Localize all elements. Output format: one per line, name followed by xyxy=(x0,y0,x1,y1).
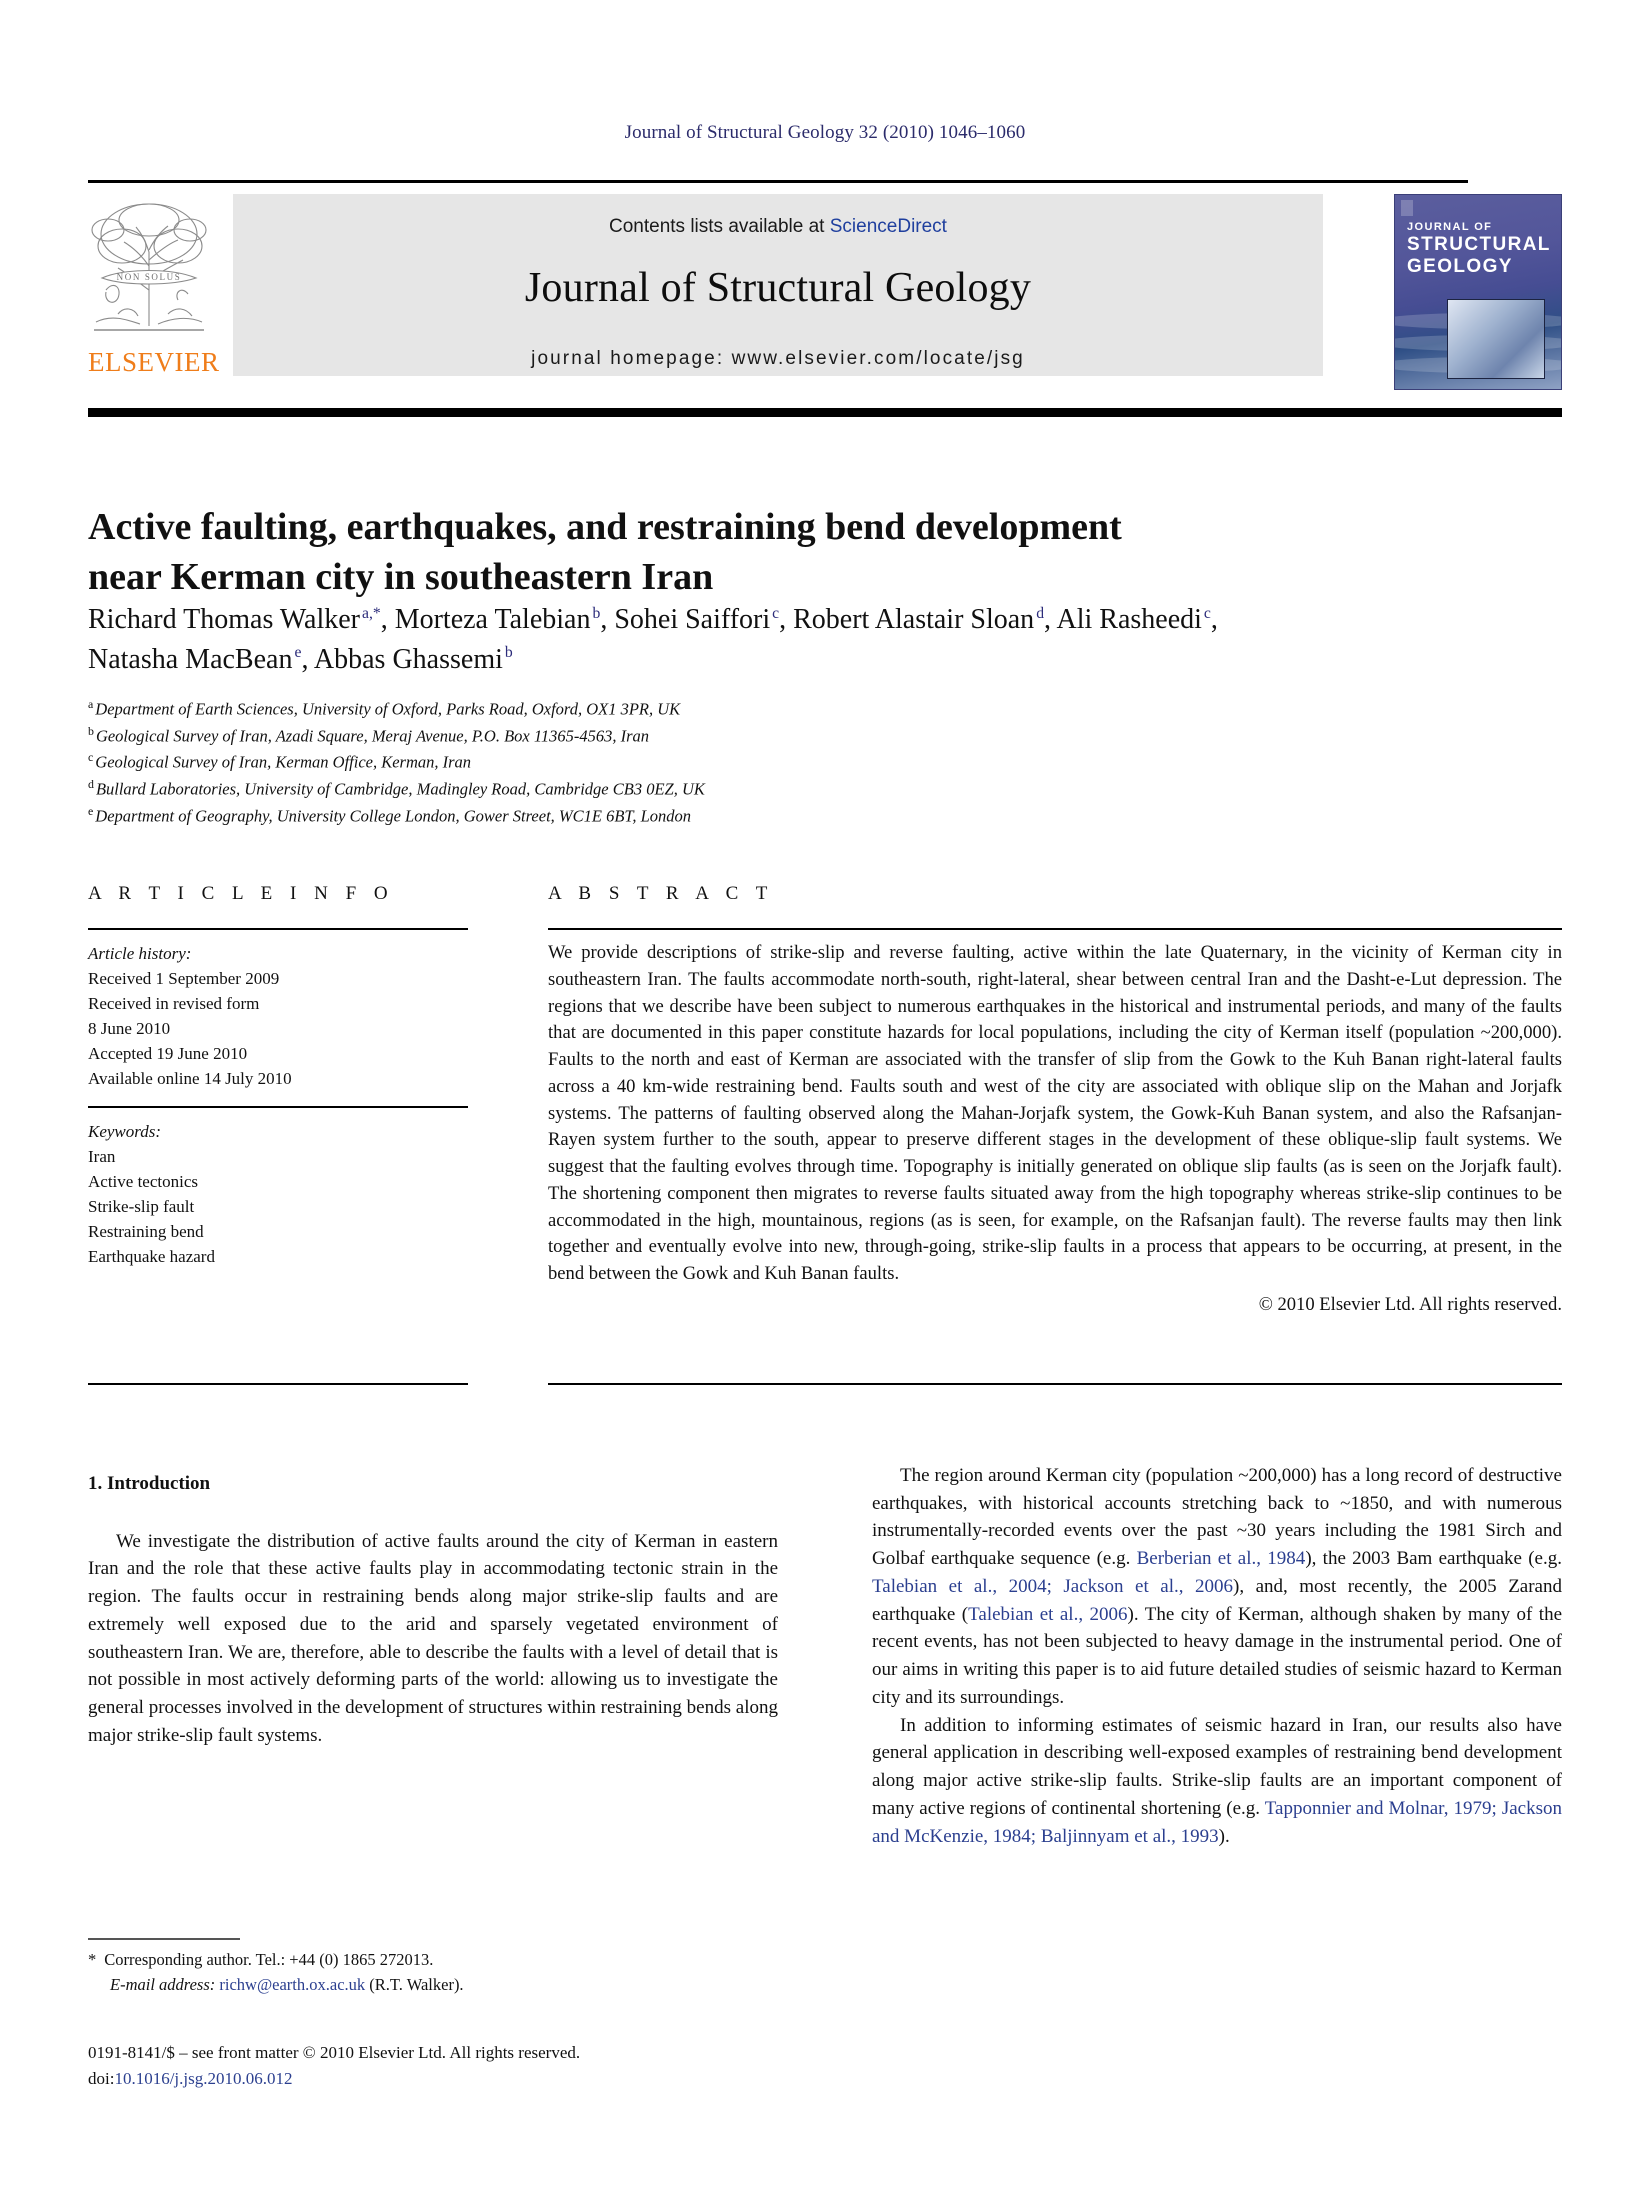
footnote-block xyxy=(88,1948,778,1998)
citation-link[interactable]: Tapponnier and Molnar, 1979; Jackson and McKenzie, 1984; Baljinnyam et al., 1993 xyxy=(872,1797,1563,1847)
keyword-item[interactable]: Strike-slip fault xyxy=(88,1196,195,1216)
author-affiliation-mark: b xyxy=(592,604,601,622)
keyword-item[interactable]: Earthquake hazard xyxy=(88,1246,215,1266)
svg-text:NON SOLUS: NON SOLUS xyxy=(116,272,182,282)
article-history-item: Available online 14 July 2010 xyxy=(88,1068,292,1088)
corresponding-author-note xyxy=(88,1948,778,1973)
doi-link[interactable]: 10.1016/j.jsg.2010.06.012 xyxy=(114,2068,293,2088)
author-name[interactable]: Sohei Saiffori xyxy=(614,604,771,635)
author-affiliation-mark: e xyxy=(294,644,302,662)
doi-line xyxy=(88,2066,848,2092)
keywords-label: Keywords: xyxy=(88,1122,162,1141)
affiliation-item xyxy=(88,802,1188,829)
abstract-block xyxy=(548,940,1562,1319)
keyword-item[interactable]: Restraining bend xyxy=(88,1221,204,1241)
author-list: Richard Thomas Walker $^{a,*}$, Morteza Talebian $^b$, Sohei Saiffori $^c$, Robert Alastair Sloan $^d$, Ali Rasheedi $^c$, Natasha MacBean $^e$, Abbas Ghassemi $^b$ xyxy=(88,604,1218,675)
article-history-label: Article history: xyxy=(88,944,192,963)
masthead-top-rule xyxy=(88,180,1468,183)
keywords-block xyxy=(88,1120,468,1270)
author-name[interactable]: Natasha MacBean xyxy=(88,643,293,675)
journal-homepage-link[interactable]: journal homepage: www.elsevier.com/locate/jsg xyxy=(531,348,1025,369)
journal-title: Journal of Structural Geology xyxy=(524,265,1032,311)
paragraph-text: In addition to informing estimates of seismic hazard in Iran, our results also have general application in describing well-exposed examples of restraining bend development along major active strike-slip faults. Strike-slip faults are an important component of many active regions of continental shortening (e.g. xyxy=(872,1714,1562,1819)
cover-title-line3: GEOLOGY xyxy=(1407,256,1513,278)
affiliation-mark: a xyxy=(88,697,94,711)
citation-link[interactable]: Talebian et al., 2006 xyxy=(968,1603,1128,1625)
paragraph-text: ), and, most recently, the 2005 Zarand earthquake ( xyxy=(872,1575,1562,1625)
email-suffix: (R.T. Walker). xyxy=(369,1974,464,1994)
author-affiliation-mark: b xyxy=(504,644,513,662)
cover-title-text xyxy=(1407,221,1551,279)
author-name[interactable]: Ali Rasheedi xyxy=(1056,604,1202,635)
email-note xyxy=(88,1973,778,1998)
elsevier-tree-icon xyxy=(88,194,210,336)
body-column-left xyxy=(88,1470,778,1750)
article-history-item: Received in revised form xyxy=(88,993,260,1013)
elsevier-wordmark: ELSEVIER xyxy=(88,347,220,377)
running-head: Journal of Structural Geology 32 (2010) 1046–1060 xyxy=(624,122,1026,143)
cover-inset-photo xyxy=(1447,299,1545,379)
article-info-rule-bottom xyxy=(88,1383,468,1385)
keyword-item[interactable]: Active tectonics xyxy=(88,1171,198,1191)
abstract-rule-bottom xyxy=(548,1383,1562,1385)
imprint-block xyxy=(88,2040,848,2091)
cover-title-line1: JOURNAL OF xyxy=(1407,221,1493,233)
paragraph: We investigate the distribution of active faults around the city of Kerman in eastern Iran and the role that these active faults play in accommodating tectonic strain in the region. The faults occur in restraining bends along major strike-slip faults and are extremely well exposed due to the arid and sparsely vegetated environment of southeastern Iran. We are, therefore, able to describe the faults with a level of detail that is not possible in most actively deforming parts of the world: allowing us to investigate the general processes involved in the development of structures within restraining bends along major strike-slip fault systems. xyxy=(88,1530,778,1746)
cover-title-line2: STRUCTURAL xyxy=(1407,233,1551,255)
masthead-bottom-rule xyxy=(88,408,1562,417)
citation-link[interactable]: Talebian et al., 2004; Jackson et al., 2006 xyxy=(872,1575,1233,1597)
author-affiliation-mark: c xyxy=(772,604,780,622)
article-info-rule-top xyxy=(88,928,468,930)
abstract-header: A B S T R A C T xyxy=(548,883,774,904)
paragraph-text: The region around Kerman city (population ~200,000) has a long record of destructive earthquakes, with historical accounts stretching back to ~1850, and with numerous instrumentally-recorded events over the past ~30 years including the 1981 Sirch and Golbaf earthquake sequence (e.g. xyxy=(872,1465,1562,1570)
affiliation-mark: d xyxy=(88,777,94,792)
email-link[interactable]: richw@earth.ox.ac.uk xyxy=(219,1974,366,1994)
affiliation-text: Geological Survey of Iran, Azadi Square, Meraj Avenue, P.O. Box 11365-4563, Iran xyxy=(95,726,650,746)
journal-cover-thumbnail xyxy=(1394,194,1562,390)
footnote-separator xyxy=(88,1938,240,1940)
author-affiliation-mark: d xyxy=(1036,604,1045,622)
keyword-item[interactable]: Iran xyxy=(88,1146,116,1166)
email-label: E-mail address: xyxy=(110,1974,216,1994)
abstract-rule-top xyxy=(548,928,1562,930)
affiliation-item xyxy=(88,722,1188,749)
affiliation-mark: c xyxy=(88,750,94,765)
author-affiliation-mark: c xyxy=(1203,604,1211,622)
paragraph-text: ). xyxy=(1218,1825,1230,1847)
affiliation-text: Department of Earth Sciences, University of Oxford, Parks Road, Oxford, OX1 3PR, UK xyxy=(95,699,681,719)
affiliation-text: Bullard Laboratories, University of Cambridge, Madingley Road, Cambridge CB3 0EZ, UK xyxy=(95,779,705,799)
affiliation-item xyxy=(88,748,1188,775)
abstract-text: We provide descriptions of strike-slip and reverse faulting, active within the late Quaternary, in the vicinity of Kerman city in southeastern Iran. The faults accommodate north-south, right-lateral, shear between central Iran and the Dasht-e-Lut depression. The regions that we describe have been subject to numerous earthquakes in the historical and instrumental periods, and many of the faults that are documented in this paper constitute hazards for local populations, including the city of Kerman itself (population ~200,000). Faults to the north and east of Kerman are associated with the transfer of slip from the Gowk to the Kuh Banan right-lateral faults across a 40 km-wide restraining bend. Faults south and west of the city are associated with oblique slip on the Mahan and Jorjafk systems. The patterns of faulting observed along the Mahan-Jorjafk system, the Gowk-Kuh Banan system, and also the Rafsanjan-Rayen system further to the south, appear to preserve different stages in the development of these oblique-slip fault systems. We suggest that the faulting evolves through time. Topography is initially generated on oblique slip faults (as is seen on the Jorjafk fault). The shortening component then migrates to reverse faults situated away from the high topography whereas strike-slip continues to be accommodated in the high, mountainous, regions (as is seen, for example, on the Rafsanjan fault). The reverse faults may then link together and eventually evolve into new, through-going, strike-slip faults in a process that appears to be occurring, at present, in the bend between the Gowk and Kuh Banan faults. xyxy=(548,942,1562,1285)
citation-link[interactable]: Berberian et al., 1984 xyxy=(1136,1548,1306,1570)
article-info-rule-mid xyxy=(88,1106,468,1108)
front-matter-line: 0191-8141/$ – see front matter © 2010 Elsevier Ltd. All rights reserved. xyxy=(88,2043,581,2062)
page-title xyxy=(88,503,1348,602)
author-name[interactable]: Richard Thomas Walker xyxy=(88,604,360,635)
abstract-copyright: © 2010 Elsevier Ltd. All rights reserved. xyxy=(1258,1293,1562,1315)
article-title-line2: near Kerman city in southeastern Iran xyxy=(88,555,714,598)
paragraph xyxy=(872,1462,1562,1712)
article-history-item: Received 1 September 2009 xyxy=(88,968,280,988)
affiliation-item xyxy=(88,775,1188,802)
sciencedirect-link[interactable]: ScienceDirect xyxy=(829,216,947,237)
sciencedirect-banner xyxy=(233,194,1323,376)
contents-line xyxy=(233,194,1323,238)
article-info-header: A R T I C L E I N F O xyxy=(88,883,395,904)
affiliation-mark: b xyxy=(88,723,94,738)
affiliation-list xyxy=(88,695,1188,829)
article-history-item: Accepted 19 June 2010 xyxy=(88,1043,248,1063)
journal-masthead xyxy=(88,180,1562,377)
section-heading-introduction: 1. Introduction xyxy=(88,1473,211,1494)
paragraph-text: ). The city of Kerman, although shaken by many of the recent events, has not been subjected to heavy damage in the instrumental period. One of our aims in writing this paper is to aid future detailed studies of seismic hazard to Kerman city and its surroundings. xyxy=(872,1603,1563,1708)
cover-corner-mark xyxy=(1401,200,1413,216)
article-title-line1: Active faulting, earthquakes, and restraining bend development xyxy=(88,506,1122,549)
affiliation-item xyxy=(88,695,1188,722)
paragraph-text: ), the 2003 Bam earthquake (e.g. xyxy=(1305,1548,1562,1570)
elsevier-logo xyxy=(88,194,220,380)
author-affiliation-mark: a,* xyxy=(361,604,381,622)
doi-label: doi: xyxy=(88,2068,115,2088)
footnote-star-mark: * xyxy=(88,1950,97,1969)
article-history-block xyxy=(88,942,468,1092)
author-name[interactable]: Abbas Ghassemi xyxy=(313,643,503,675)
corresponding-author-text: Corresponding author. Tel.: +44 (0) 1865 272013. xyxy=(104,1950,434,1969)
paragraph xyxy=(872,1712,1562,1851)
author-name[interactable]: Robert Alastair Sloan xyxy=(793,604,1035,635)
affiliation-text: Department of Geography, University College London, Gower Street, WC1E 6BT, London xyxy=(95,806,692,826)
body-column-right xyxy=(872,1462,1562,1850)
contents-prefix: Contents lists available at xyxy=(609,216,830,237)
author-name[interactable]: Morteza Talebian xyxy=(394,604,591,635)
affiliation-mark: e xyxy=(88,803,94,818)
article-history-item: 8 June 2010 xyxy=(88,1018,171,1038)
affiliation-text: Geological Survey of Iran, Kerman Office, Kerman, Iran xyxy=(95,752,472,772)
